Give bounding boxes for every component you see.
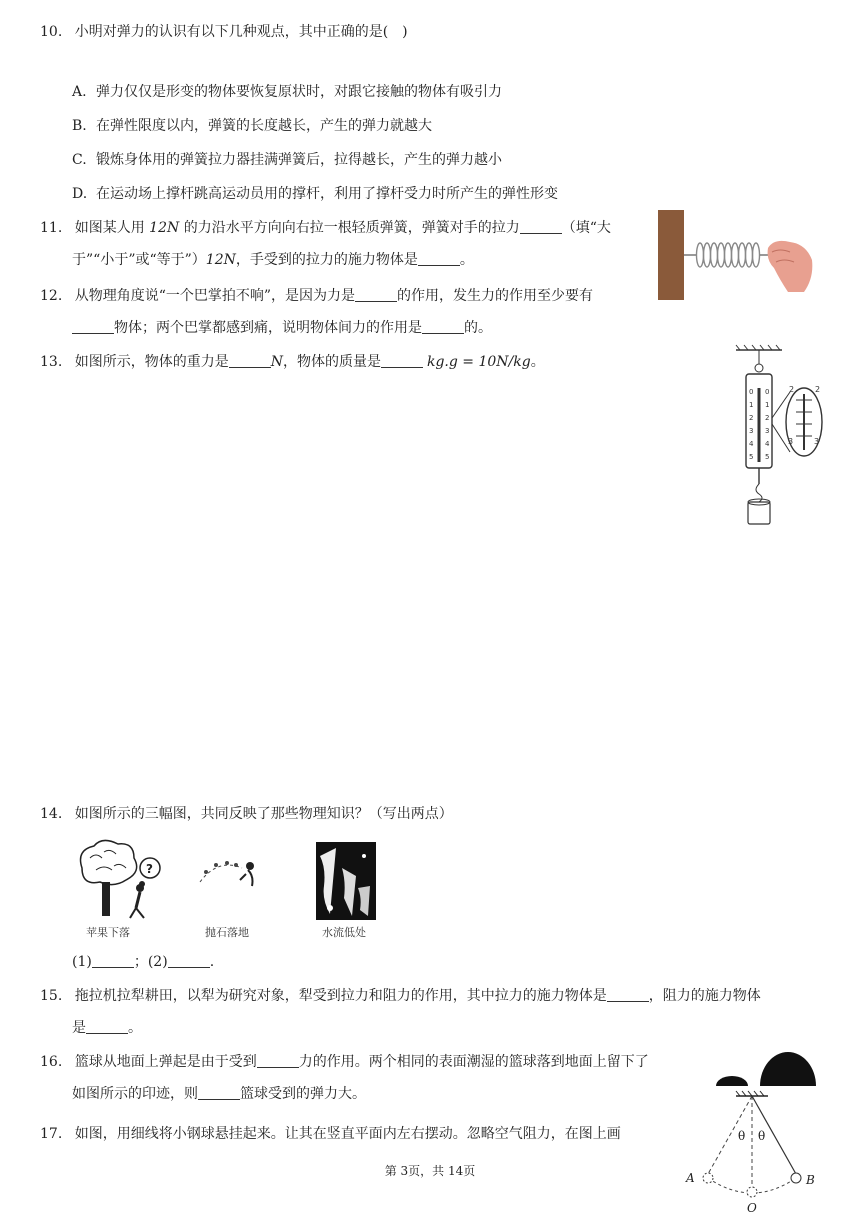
answer-blank[interactable] [86,1019,128,1034]
large-mark [760,1052,816,1086]
option-text: 锻炼身体用的弹簧拉力器挂满弹簧后，拉得越长，产生的弹力越小 [96,152,502,168]
q15-line1 [40,986,761,1006]
scale-mark: 5 [765,453,770,461]
q12-line2 [72,318,492,338]
answer-blank[interactable] [418,251,460,266]
answer-blank[interactable] [355,287,397,302]
question-text: ，物体的质量是 [282,354,381,370]
question-text: ，手受到的拉力的施力物体是 [235,252,418,268]
question-text: 从物理角度说“一个巴掌拍不响”，是因为力是 [74,288,356,304]
separator: . [209,954,215,970]
question-number: 16. [40,1054,63,1070]
ball-o [747,1187,757,1197]
spring-scale-figure [730,344,830,530]
option-text: 弹力仅仅是形变的物体要恢复原状时，对跟它接触的物体有吸引力 [96,84,502,100]
question-text: 的作用，发生力的作用至少要有 [397,288,594,304]
question-text: 。 [128,1020,142,1036]
theta-left: θ [738,1129,746,1143]
question-number: 12. [40,288,63,304]
option-text: 在运动场上撑杆跳高运动员用的撑杆，利用了撑杆受力时所产生的弹性形变 [96,186,558,202]
answer-label: (1) [72,954,92,970]
scale-mark: 3 [765,427,770,435]
answer-blank[interactable] [381,353,423,368]
math-value: 12N [205,252,236,268]
question-text: 如图所示，物体的重力是 [74,354,229,370]
q14-stem [40,804,453,824]
scale-mark: 5 [749,453,754,461]
answer-blank[interactable] [520,219,562,234]
answer-blank[interactable] [607,987,649,1002]
answer-blank[interactable] [257,1053,299,1068]
answer-label: (2) [147,954,168,970]
small-mark [716,1076,748,1086]
caption-apple: 苹果下落 [86,926,130,939]
spring [697,243,760,267]
thrown-stone-picture [200,861,254,886]
question-number: 13. [40,354,63,370]
question-text: （填“大 [561,220,611,236]
question-text: 于”“小于”或“等于”） [72,252,206,268]
q10-option-d [72,184,558,204]
answer-paren: ( ) [382,24,408,40]
zoom-mark: 2 [815,385,821,394]
q10-option-b [72,116,432,136]
question-text: 篮球受到的弹力大。 [240,1086,366,1102]
hand [768,241,813,292]
zoom-mark: 3 [814,437,820,446]
scale-mark: 1 [765,401,770,409]
q11-line1 [40,218,611,238]
apple-tree-picture [81,840,161,918]
math-value: 12N [149,220,180,236]
question-text: ，阻力的施力物体 [648,988,761,1004]
q17-line1 [40,1124,621,1144]
scale-mark: 4 [749,440,754,448]
q10-option-a [72,82,502,102]
answer-blank[interactable] [422,319,464,334]
option-letter: D. [72,186,88,202]
question-text: 的。 [464,320,492,336]
wall [658,210,684,300]
question-text: 。 [530,354,545,370]
q15-line2 [72,1018,142,1038]
scale-mark: 2 [765,414,770,422]
gravity-figures [74,838,384,922]
question-number: 17. [40,1126,63,1142]
question-text: 力的作用。两个相同的表面潮湿的篮球落到地面上留下了 [298,1054,649,1070]
q12-line1 [40,286,593,306]
scale-mark: 0 [749,388,754,396]
label-o: O [747,1201,757,1214]
waterfall-picture [316,842,376,920]
question-number: 10. [40,24,63,40]
answer-blank[interactable] [168,953,210,968]
answer-blank[interactable] [72,319,114,334]
option-letter: C. [72,152,87,168]
pendulum-figure [680,1090,820,1214]
question-text: 如图某人用 [74,220,145,236]
zoom-mark: 2 [789,385,795,394]
scale-mark: 2 [749,414,754,422]
q13-stem [40,352,545,372]
basketball-marks-figure [712,1050,822,1086]
spring-hand-figure [656,208,816,302]
q16-line2 [72,1084,366,1104]
zoom-mark: 3 [788,437,794,446]
caption-water: 水流低处 [322,926,366,939]
question-text: 小明对弹力的认识有以下几种观点，其中正确的是 [74,24,383,40]
q10-stem [40,22,408,42]
theta-right: θ [758,1129,766,1143]
question-text: 是 [72,1020,86,1036]
svg-text:?: ? [146,862,153,876]
option-letter: A. [72,84,87,100]
option-letter: B. [72,118,87,134]
caption-stone: 抛石落地 [205,926,249,939]
answer-blank[interactable] [198,1085,240,1100]
question-text: 如图所示的三幅图，共同反映了那些物理知识？（写出两点） [74,806,453,822]
question-text: 拖拉机拉犁耕田，以犁为研究对象，犁受到拉力和阻力的作用，其中拉力的施力物体是 [74,988,607,1004]
q10-option-c [72,150,502,170]
q16-line1 [40,1052,649,1072]
question-number: 15. [40,988,63,1004]
question-text: 篮球从地面上弹起是由于受到 [74,1054,257,1070]
question-text: 的力沿水平方向向右拉一根轻质弹簧，弹簧对手的拉力 [183,220,520,236]
scale-mark: 3 [749,427,754,435]
math-value: N [270,354,283,370]
question-text: 如图，用细线将小钢球悬挂起来。让其在竖直平面内左右摆动。忽略空气阻力，在图上画 [74,1126,621,1142]
question-text: 如图所示的印迹，则 [72,1086,198,1102]
option-text: 在弹性限度以内，弹簧的长度越长，产生的弹力就越大 [96,118,432,134]
question-text: 。 [459,252,474,268]
math-value: kg.g = 10N/kg [426,354,531,370]
scale-mark: 0 [765,388,770,396]
question-number: 14. [40,806,63,822]
page-footer: 第 3页，共 14页 [384,1164,476,1178]
answer-blank[interactable] [229,353,271,368]
scale-mark: 1 [749,401,754,409]
answer-blank[interactable] [92,953,134,968]
q14-answers [72,952,214,972]
label-a: A [686,1171,695,1185]
question-text: 物体；两个巴掌都感到痛，说明物体间力的作用是 [114,320,422,336]
scale-mark: 4 [765,440,770,448]
label-b: B [806,1173,815,1187]
question-number: 11. [40,220,63,236]
separator: ； [133,954,148,970]
q11-line2 [72,250,474,270]
